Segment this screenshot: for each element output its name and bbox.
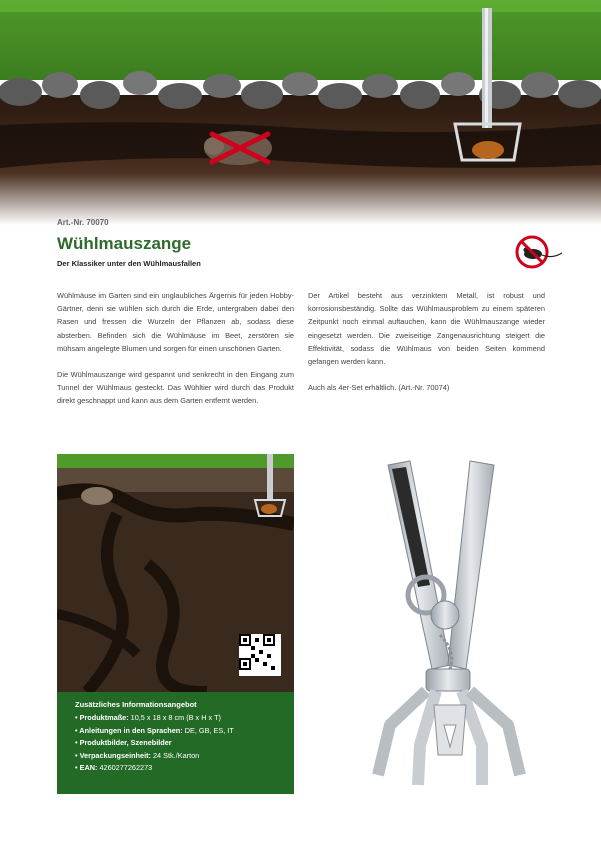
product-title: Wühlmauszange [57, 234, 192, 253]
article-number: Art.-Nr. 70070 [57, 218, 109, 227]
paragraph: Der Artikel besteht aus verzinktem Metall, ist robust und korrosionsbeständig. Sollte das Wühlmausproblem zu einem späteren Zeitpunkt noch einmal auftauchen, kann die Wühlmauszange wieder eingesetzt werden. Die zweiseitige Zangenausrichtung steigert die Effektivität, sodass die Wühlmaus von beiden Seiten kommend gefangen werden kann. [308, 291, 545, 367]
no-mouse-icon [512, 235, 564, 269]
paragraph: Die Wühlmauszange wird gespannt und senkrecht in den Eingang zum Tunnel der Wühlmaus gesteckt. Das Wühltier wird durch das Produkt direkt geschnappt und kann aus dem Garten entfernt werden. [57, 370, 294, 406]
info-row: • Verpackungseinheit: 24 Stk./Karton [75, 750, 200, 760]
product-image [370, 455, 530, 795]
info-title: Zusätzliches Informationsangebot [75, 700, 197, 709]
info-box [57, 692, 294, 794]
info-row: • Produktbilder, Szenebilder [75, 738, 172, 747]
info-row: • Produktmaße: 10,5 x 18 x 8 cm (B x H x T) [75, 713, 221, 722]
paragraph: Auch als 4er-Set erhältlich. (Art.-Nr. 70074) [308, 383, 450, 393]
info-row: • EAN: 4260277262273 [75, 763, 153, 772]
description-left [57, 289, 294, 421]
product-subtitle: Der Klassiker unter den Wühlmausfallen [57, 259, 201, 268]
qr-code[interactable] [239, 634, 281, 676]
description-right [308, 289, 545, 407]
hero-image [0, 0, 601, 225]
info-row: • Anleitungen in den Sprachen: DE, GB, ES, IT [75, 725, 234, 735]
scene-image [57, 454, 294, 692]
paragraph: Wühlmäuse im Garten sind ein unglaubliches Ärgernis für jeden Hobby-Gärtner, denn sie wühlen sich durch die Erde, untergraben dabei den Rasen und fressen die Wurzeln der Pflanzen ab, sodass diese absterben. Befinden sich die Wühlmäuse im Beet, zerstören sie mühsam angelegte Blumen und sorgen für einen unschönen Garten. [57, 291, 294, 353]
